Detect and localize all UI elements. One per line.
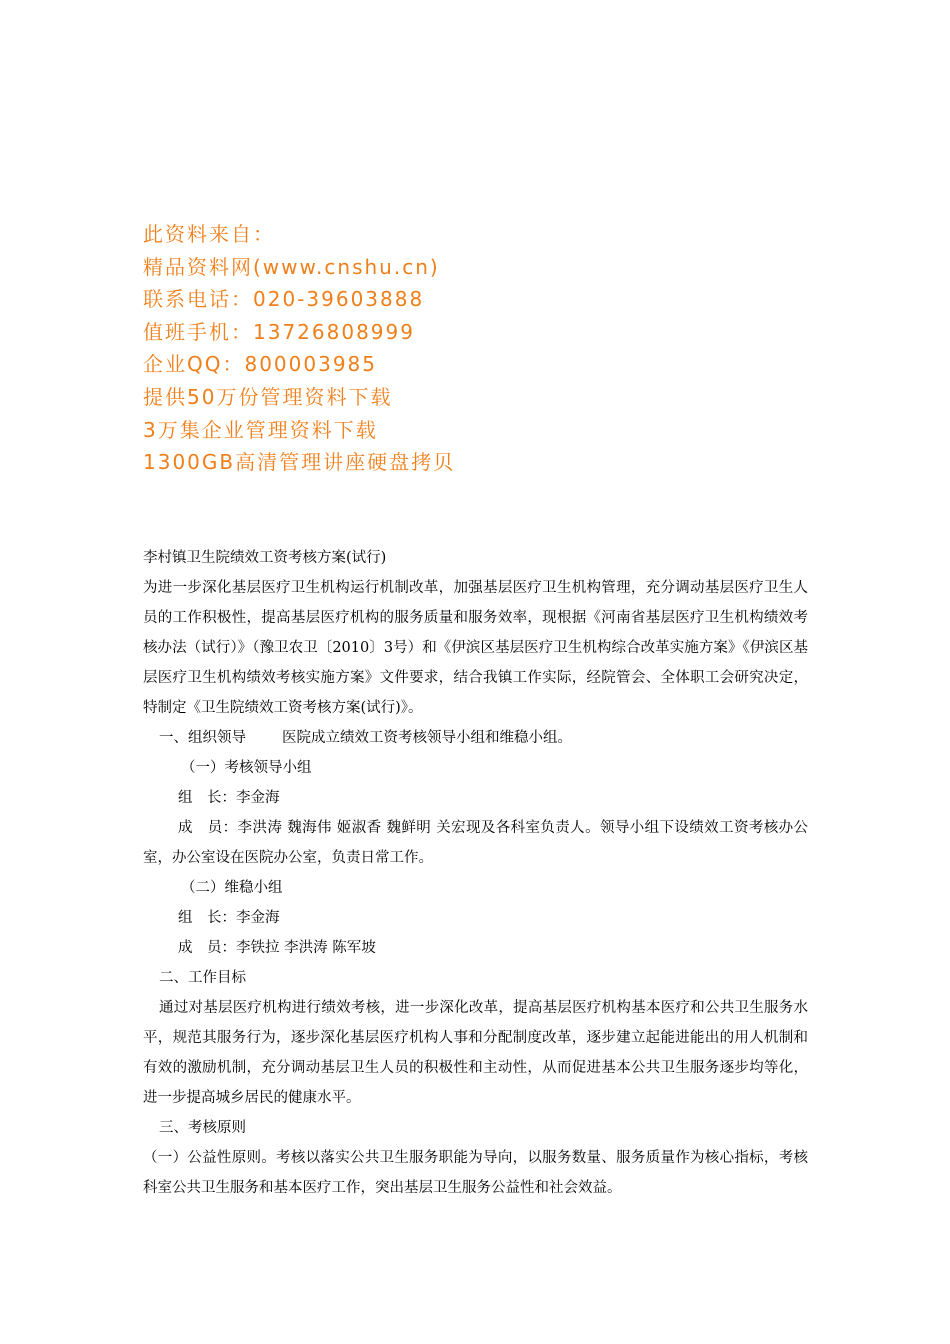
- group1-heading: （一）考核领导小组: [181, 760, 312, 776]
- advert-line-offer-1: 提供50万份管理资料下载: [143, 384, 393, 409]
- advert-line-source: 此资料来自：: [143, 222, 275, 246]
- section1-heading: 一、组织领导: [159, 730, 246, 746]
- advert-line-phone: 联系电话：020-39603888: [143, 287, 425, 312]
- section2-heading: 二、工作目标: [159, 970, 246, 986]
- advert-line-mobile: 值班手机：13726808999: [143, 319, 415, 344]
- source-advert-block: [143, 218, 843, 479]
- section3-heading: 三、考核原则: [159, 1120, 246, 1136]
- section3-item1: （一）公益性原则。考核以落实公共卫生服务职能为导向，以服务数量、服务质量作为核心指标，考核科室公共卫生服务和基本医疗工作，突出基层卫生服务公益性和社会效益。: [143, 1150, 808, 1196]
- group1-leader: 组 长：李金海: [178, 790, 280, 806]
- document-title: 李村镇卫生院绩效工资考核方案(试行): [143, 550, 387, 566]
- group2-members: 成 员：李铁拉 李洪涛 陈军坡: [178, 940, 376, 956]
- document-body: [143, 543, 808, 1203]
- section2-paragraph: 通过对基层医疗机构进行绩效考核，进一步深化改革，提高基层医疗机构基本医疗和公共卫生服务水平，规范其服务行为，逐步深化基层医疗机构人事和分配制度改革，逐步建立起能进能出的用人机制和有效的激励机制，充分调动基层卫生人员的积极性和主动性，从而促进基本公共卫生服务逐步均等化，进一步提高城乡居民的健康水平。: [143, 1000, 808, 1106]
- group1-members: 成 员：李洪涛 魏海伟 姬淑香 魏鲜明 关宏现及各科室负责人。领导小组下设绩效工资考核办公室，办公室设在医院办公室，负责日常工作。: [143, 820, 808, 866]
- advert-line-offer-3: 1300GB高清管理讲座硬盘拷贝: [143, 450, 456, 475]
- group2-heading: （二）维稳小组: [181, 880, 283, 896]
- advert-line-website: 精品资料网(www.cnshu.cn): [143, 254, 440, 279]
- group2-leader: 组 长：李金海: [178, 910, 280, 926]
- advert-line-qq: 企业QQ：800003985: [143, 352, 378, 377]
- advert-line-offer-2: 3万集企业管理资料下载: [143, 417, 378, 442]
- intro-paragraph: 为进一步深化基层医疗卫生机构运行机制改革，加强基层医疗卫生机构管理，充分调动基层医疗卫生人员的工作积极性，提高基层医疗机构的服务质量和服务效率，现根据《河南省基层医疗卫生机构绩效考核办法（试行）》（豫卫农卫〔2010〕3号）和《伊滨区基层医疗卫生机构综合改革实施方案》《伊滨区基层医疗卫生机构绩效考核实施方案》文件要求，结合我镇工作实际，经院管会、全体职工会研究决定，特制定《卫生院绩效工资考核方案(试行)》。: [143, 580, 808, 716]
- section1-text: 医院成立绩效工资考核领导小组和维稳小组。: [282, 730, 572, 746]
- section1-line: [143, 723, 808, 753]
